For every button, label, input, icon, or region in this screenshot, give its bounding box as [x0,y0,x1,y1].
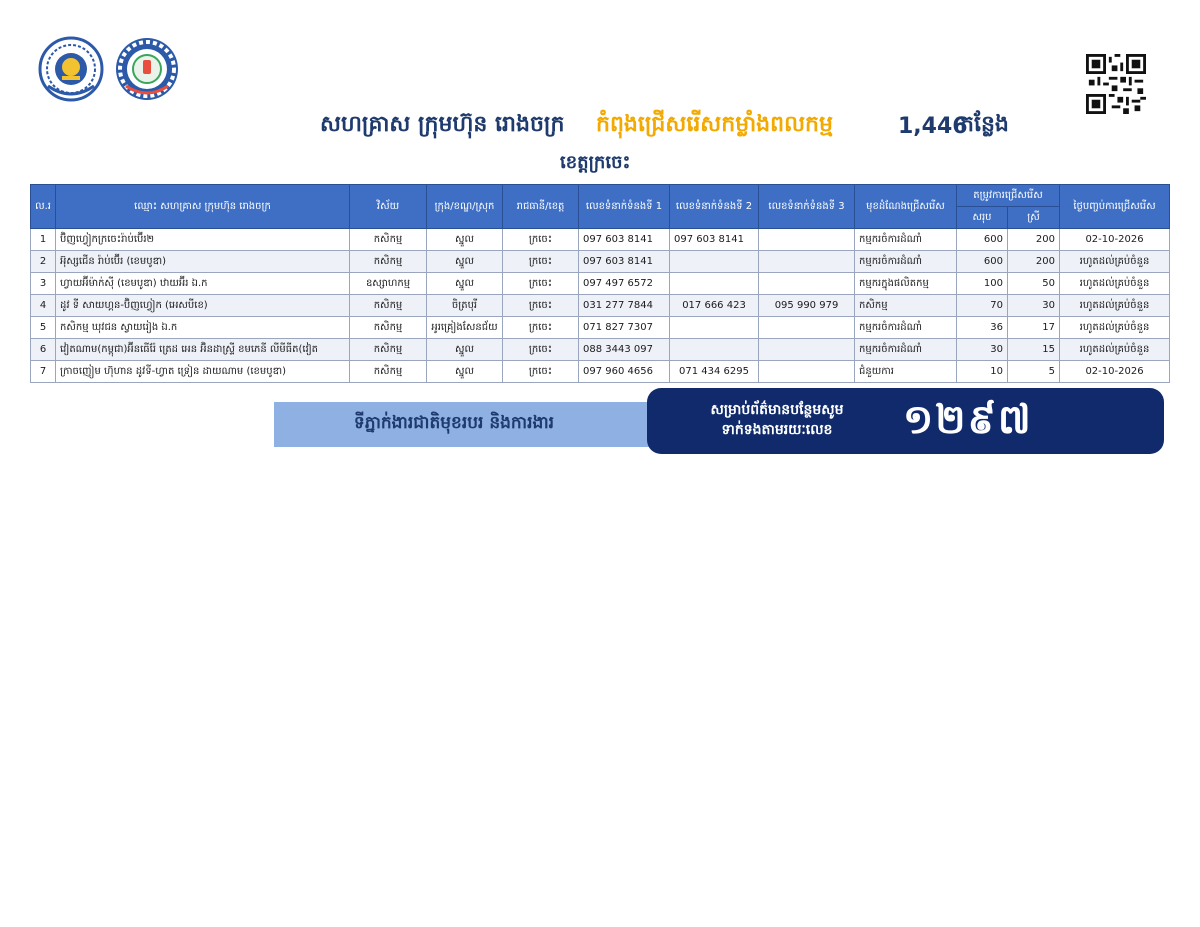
cell-female: 200 [1008,251,1060,273]
cell-phone2: 071 434 6295 [670,361,759,383]
header-phone3: លេខទំនាក់ទំនងទី 3 [759,185,855,229]
header-province: រាជធានី/ខេត្ត [503,185,579,229]
header-total: សរុប [957,207,1008,229]
table-row [31,295,1170,317]
cell-phone1: 097 497 6572 [579,273,670,295]
cell-district: ស្នួល [427,339,503,361]
cell-female: 17 [1008,317,1060,339]
cell-deadline: 02-10-2026 [1060,229,1170,251]
cell-no: 1 [31,229,56,251]
cell-phone1: 097 603 8141 [579,229,670,251]
cell-no: 4 [31,295,56,317]
agency-gear-logo [114,36,180,102]
qr-code [1086,54,1146,114]
cell-total: 10 [957,361,1008,383]
cell-sector: កសិកម្ម [350,251,427,273]
table-row [31,317,1170,339]
province-subtitle: ខេត្តក្រចេះ [560,152,631,173]
cell-company: កសិកម្ម ឃុវជន ស្វាយរៀង ឯ.ក [56,317,350,339]
cell-company: អ៊ុស្សជើន រ៉ាប់ប៊ើរ (ខេមបូឌា) [56,251,350,273]
cell-phone2 [670,339,759,361]
cell-sector: កសិកម្ម [350,361,427,383]
cell-total: 600 [957,251,1008,273]
header-company: ឈ្មោះ សហគ្រាស ក្រុមហ៊ុន រោងចក្រ [56,185,350,229]
cell-phone3 [759,229,855,251]
hotline-info-line2: ទាក់ទងតាមរយៈលេខ [721,422,833,438]
cell-company: ហ្វាយអ៊ីម៉ាក់ស៊ី (ខេមបូឌា) ឋាយអ៊ីរ ឯ.ក [56,273,350,295]
cell-deadline: រហូតដល់គ្រប់ចំនួន [1060,295,1170,317]
org-title: សហគ្រាស ក្រុមហ៊ុន រោងចក្រ [320,112,565,137]
cell-phone1: 097 603 8141 [579,251,670,273]
cell-district: ស្នួល [427,273,503,295]
cell-province: ក្រចេះ [503,229,579,251]
cell-phone2: 097 603 8141 [670,229,759,251]
page-title [300,108,1060,144]
header-sector: វិស័យ [350,185,427,229]
cell-phone1: 071 827 7307 [579,317,670,339]
cell-deadline: រហូតដល់គ្រប់ចំនួន [1060,251,1170,273]
cell-position: កម្មករចំការដំណាំ [855,229,957,251]
header-quota: តម្រូវការជ្រើសរើស [957,185,1060,207]
header-no: ល.រ [31,185,56,229]
cell-district: ស្នួល [427,361,503,383]
cell-phone3: 095 990 979 [759,295,855,317]
cell-total: 100 [957,273,1008,295]
cell-deadline: រហូតដល់គ្រប់ចំនួន [1060,317,1170,339]
cell-deadline: រហូតដល់គ្រប់ចំនួន [1060,273,1170,295]
header-phone2: លេខទំនាក់ទំនងទី 2 [670,185,759,229]
cell-sector: កសិកម្ម [350,339,427,361]
cell-position: កម្មករក្នុងផលិតកម្ម [855,273,957,295]
ministry-seal-logo [38,36,104,102]
cell-phone3 [759,339,855,361]
cell-female: 5 [1008,361,1060,383]
cell-position: ជំនួយការ [855,361,957,383]
cell-phone3 [759,251,855,273]
hotline-info [677,400,877,440]
header-position: មុខដំណែងជ្រើសរើស [855,185,957,229]
cell-female: 50 [1008,273,1060,295]
hotline-info-line1: សម្រាប់ព័ត៌មានបន្ថែមសូម [710,402,844,418]
job-listing-table [30,184,1170,383]
cell-female: 15 [1008,339,1060,361]
table-row [31,339,1170,361]
cell-phone3 [759,361,855,383]
cell-position: កសិកម្ម [855,295,957,317]
hotline-banner [647,388,1164,454]
cell-phone1: 031 277 7844 [579,295,670,317]
cell-deadline: រហូតដល់គ្រប់ចំនួន [1060,339,1170,361]
hiring-title: កំពុងជ្រើសរើសកម្លាំងពលកម្ម [596,112,833,137]
table-row [31,361,1170,383]
cell-position: កម្មករចំការដំណាំ [855,251,957,273]
table-row [31,251,1170,273]
cell-no: 2 [31,251,56,273]
agency-name: ទីភ្នាក់ងារជាតិមុខរបរ និងការងារ [353,413,555,433]
cell-district: ស្នួល [427,251,503,273]
position-unit: កន្លែង [960,112,1009,137]
cell-company: វៀតណាម(កម្ពុជា)អ៊ីនធើរ៉ែ ត្រេដ អេន អ៊ិនដាស្រ្ទី ខមភេនី លីមីធីត(វៀត [56,339,350,361]
cell-sector: កសិកម្ម [350,229,427,251]
cell-deadline: 02-10-2026 [1060,361,1170,383]
cell-phone2 [670,317,759,339]
cell-total: 36 [957,317,1008,339]
table-row [31,273,1170,295]
cell-province: ក្រចេះ [503,273,579,295]
cell-position: កម្មករចំការដំណាំ [855,339,957,361]
cell-no: 3 [31,273,56,295]
cell-phone3 [759,273,855,295]
cell-no: 5 [31,317,56,339]
cell-female: 200 [1008,229,1060,251]
cell-sector: កសិកម្ម [350,317,427,339]
cell-sector: ឧស្សាហកម្ម [350,273,427,295]
cell-province: ក្រចេះ [503,295,579,317]
table-row [31,229,1170,251]
cell-total: 600 [957,229,1008,251]
cell-district: ស្នួល [427,229,503,251]
cell-province: ក្រចេះ [503,361,579,383]
hotline-number[interactable]: ១២៩៧ [903,397,1033,443]
cell-phone2 [670,273,759,295]
cell-no: 7 [31,361,56,383]
cell-sector: កសិកម្ម [350,295,427,317]
header-deadline: ថ្ងៃបញ្ចប់ការជ្រើសរើស [1060,185,1170,229]
cell-total: 30 [957,339,1008,361]
cell-district: អូរគ្រៀងសែនជ័យ [427,317,503,339]
cell-district: ចិត្របុរី [427,295,503,317]
cell-phone1: 097 960 4656 [579,361,670,383]
position-count: 1,446 [898,113,968,139]
cell-province: ក្រចេះ [503,339,579,361]
header-female: ស្រី [1008,207,1060,229]
header-district: ក្រុង/ខណ្ឌ/ស្រុក [427,185,503,229]
cell-position: កម្មករចំការដំណាំ [855,317,957,339]
agency-banner [274,402,654,447]
cell-phone1: 088 3443 097 [579,339,670,361]
cell-phone2 [670,251,759,273]
cell-no: 6 [31,339,56,361]
cell-province: ក្រចេះ [503,251,579,273]
cell-phone3 [759,317,855,339]
cell-company: ក្រាចញៀម ហ៊ុហាន ដូវទី-ហ្វាត ទ្រៀន ដាយណាម (ខេមបូឌា) [56,361,350,383]
cell-phone2: 017 666 423 [670,295,759,317]
cell-female: 30 [1008,295,1060,317]
cell-company: ប៊ិញហ្វៀកក្រចេះរ៉ាប់ប៊ើរ២ [56,229,350,251]
header-phone1: លេខទំនាក់ទំនងទី 1 [579,185,670,229]
cell-total: 70 [957,295,1008,317]
cell-company: ដូវ ទី សាយហ្គន-ប៊ិញហ្វៀក (អេសបីខេ) [56,295,350,317]
cell-province: ក្រចេះ [503,317,579,339]
